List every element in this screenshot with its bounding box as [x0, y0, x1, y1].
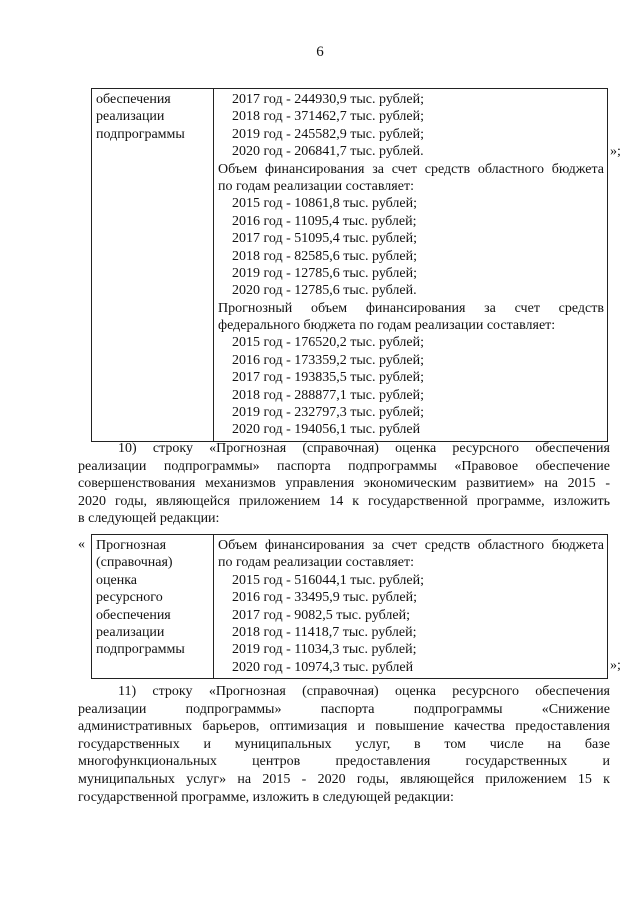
value-line: 2018 год - 11418,7 тыс. рублей; — [232, 624, 417, 640]
label-line: ресурсного — [96, 590, 163, 606]
label-line: оценка — [96, 572, 138, 588]
label-line: реализации — [96, 109, 165, 125]
closing-quote: »; — [610, 144, 621, 159]
table-value-cell — [214, 535, 608, 679]
value-line: 2015 год - 516044,1 тыс. рублей; — [232, 572, 425, 588]
table-value-cell — [214, 89, 608, 442]
paragraph-line: реализации подпрограммы» паспорта подпрограммы «Правовое обеспечение — [78, 458, 610, 474]
value-line: 2020 год - 206841,7 тыс. рублей. — [232, 144, 424, 160]
value-line: 2017 год - 9082,5 тыс. рублей; — [232, 607, 411, 623]
value-line: 2016 год - 173359,2 тыс. рублей; — [232, 352, 425, 368]
label-line: реализации — [96, 624, 165, 640]
paragraph-line: 11) строку «Прогнозная (справочная) оценка ресурсного обеспечения — [118, 684, 610, 699]
label-line: обеспечения — [96, 92, 171, 107]
value-line: 2016 год - 33495,9 тыс. рублей; — [232, 590, 418, 606]
value-line: Прогнозный объем финансирования за счет средств — [218, 300, 604, 316]
value-line: 2020 год - 194056,1 тыс. рублей — [232, 422, 421, 438]
label-cell-lines — [96, 537, 209, 659]
value-line: 2016 год - 11095,4 тыс. рублей; — [232, 213, 417, 229]
table-label-cell — [92, 89, 214, 442]
opening-quote: « — [78, 537, 85, 552]
value-line: Объем финансирования за счет средств областного бюджета — [218, 538, 604, 553]
value-line: 2015 год - 10861,8 тыс. рублей; — [232, 196, 418, 212]
value-line: 2019 год - 245582,9 тыс. рублей; — [232, 126, 425, 142]
paragraph-line: государственной программе, изложить в следующей редакции: — [78, 789, 454, 805]
value-line: по годам реализации составляет: — [218, 555, 414, 571]
value-line: 2020 год - 12785,6 тыс. рублей. — [232, 283, 417, 299]
value-cell-lines — [218, 537, 604, 676]
paragraph-line: 10) строку «Прогнозная (справочная) оценка ресурсного обеспечения — [118, 441, 610, 456]
label-line: Прогнозная — [96, 538, 167, 553]
value-line: 2017 год - 193835,5 тыс. рублей; — [232, 370, 425, 386]
value-line: 2019 год - 11034,3 тыс. рублей; — [232, 642, 417, 658]
value-line: 2018 год - 371462,7 тыс. рублей; — [232, 109, 425, 125]
value-line: 2017 год - 51095,4 тыс. рублей; — [232, 231, 418, 247]
value-line: 2019 год - 12785,6 тыс. рублей; — [232, 265, 418, 281]
value-line: 2015 год - 176520,2 тыс. рублей; — [232, 335, 425, 351]
table-row — [92, 89, 608, 442]
paragraph-line: реализации подпрограммы» паспорта подпрограммы «Снижение — [78, 701, 610, 717]
value-line: Объем финансирования за счет средств областного бюджета — [218, 161, 604, 177]
paragraph-line: административных барьеров, оптимизация и повышение качества предоставления — [78, 719, 610, 735]
paragraph-line: в следующей редакции: — [78, 511, 220, 527]
page-number: 6 — [316, 44, 324, 60]
financing-table-2 — [91, 534, 608, 679]
paragraph-line: государственных и муниципальных услуг, в том числе на базе — [78, 736, 610, 752]
label-line: (справочная) — [96, 555, 173, 571]
value-line: 2018 год - 82585,6 тыс. рублей; — [232, 248, 418, 264]
paragraph-line: муниципальных услуг» на 2015 - 2020 годы, являющейся приложением 15 к — [78, 771, 610, 787]
paragraph-10 — [78, 440, 610, 528]
label-line: обеспечения — [96, 607, 171, 623]
table-row — [92, 535, 608, 679]
label-cell-lines — [96, 91, 209, 143]
paragraph-line: многофункциональных центров предоставления государственных и — [78, 754, 610, 770]
paragraph-line: 2020 годы, являющейся приложением 14 к государственной программе, изложить — [78, 493, 610, 509]
paragraph-line: совершенствования механизмов управления экономическим развитием» на 2015 - — [78, 476, 610, 492]
paragraph-11 — [78, 683, 610, 806]
value-line: 2020 год - 10974,3 тыс. рублей — [232, 659, 414, 675]
value-cell-lines — [218, 91, 604, 439]
value-line: 2018 год - 288877,1 тыс. рублей; — [232, 387, 425, 403]
closing-quote: »; — [610, 658, 621, 673]
label-line: подпрограммы — [96, 642, 185, 658]
value-line: федерального бюджета по годам реализации составляет: — [218, 318, 556, 334]
financing-table-1 — [91, 88, 608, 442]
value-line: 2017 год - 244930,9 тыс. рублей; — [232, 92, 425, 107]
label-line: подпрограммы — [96, 126, 185, 142]
value-line: по годам реализации составляет: — [218, 178, 414, 194]
table-label-cell — [92, 535, 214, 679]
value-line: 2019 год - 232797,3 тыс. рублей; — [232, 405, 425, 421]
